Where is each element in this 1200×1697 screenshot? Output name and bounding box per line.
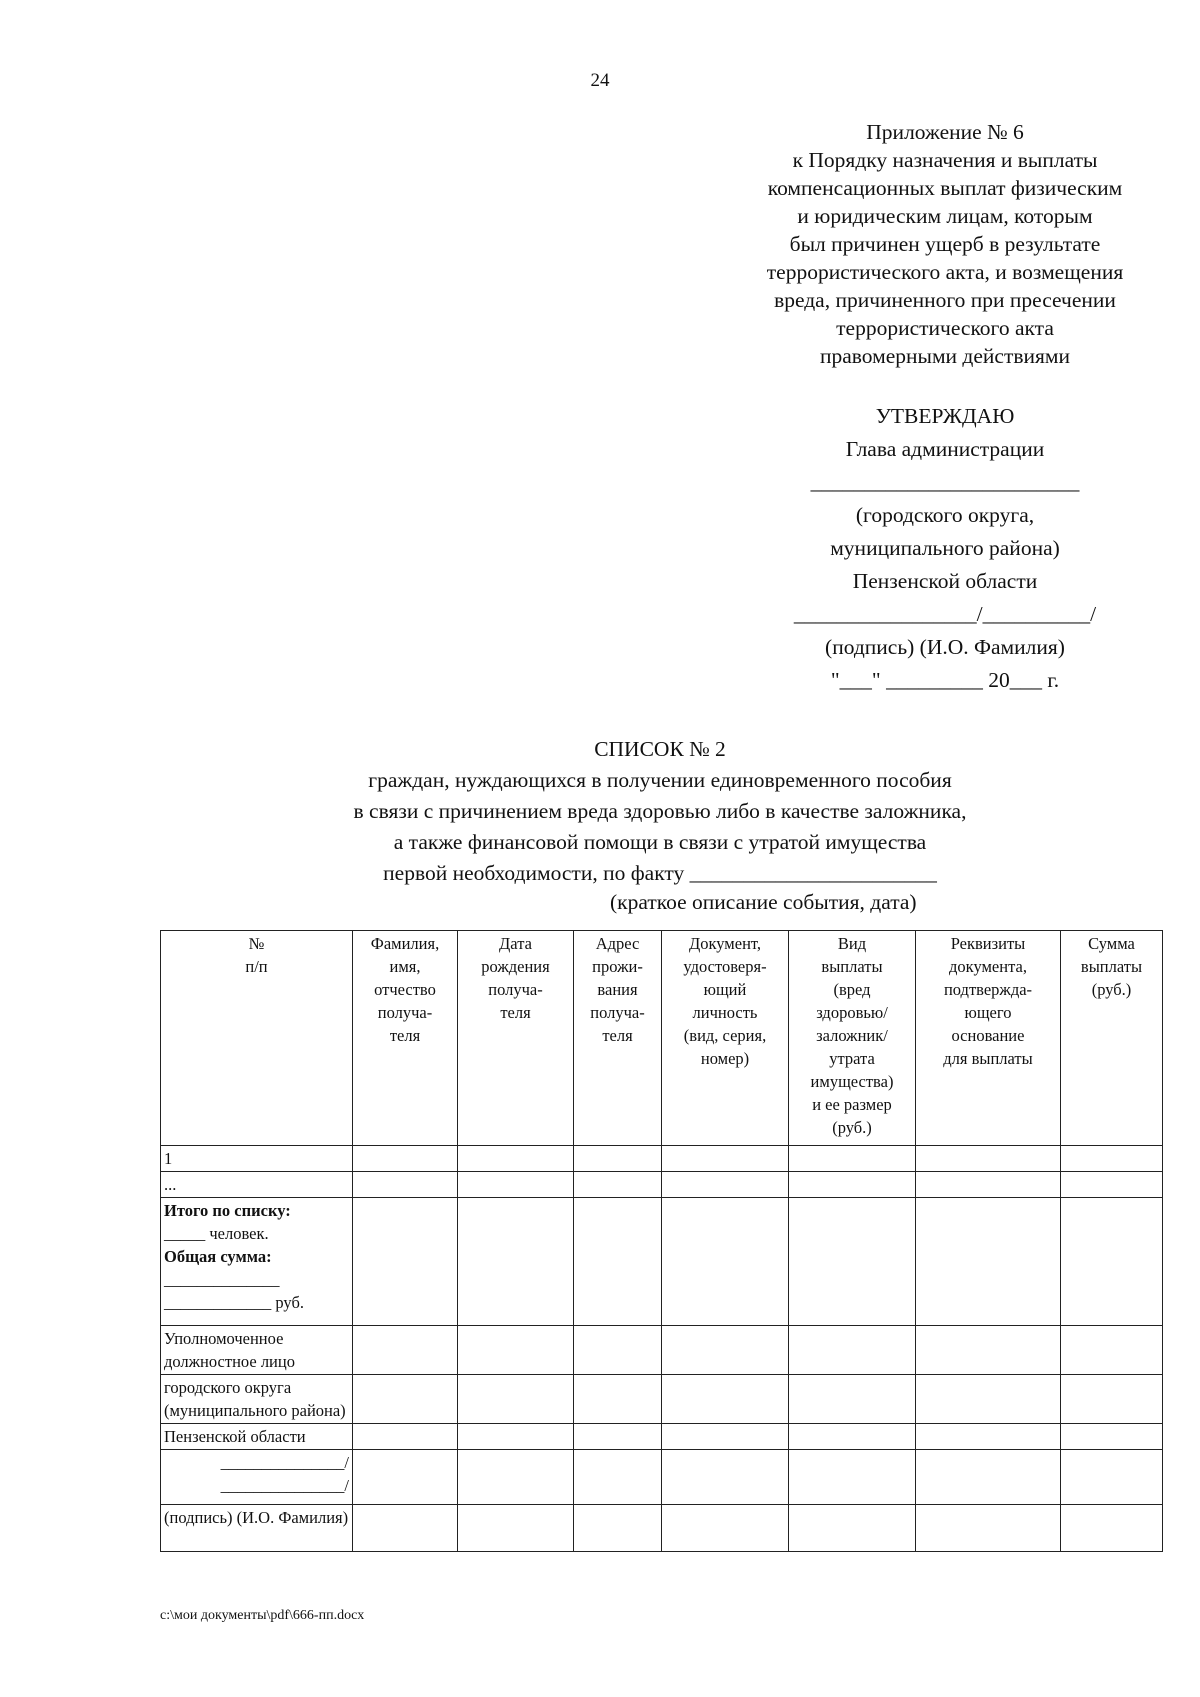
- signature-cell: [161, 1450, 353, 1505]
- official-cell: Уполномоченное должностное лицо: [161, 1326, 353, 1375]
- appendix-line: правомерными действиями: [819, 344, 1071, 368]
- appendix-line: террористического акта, и возмещения: [766, 260, 1124, 284]
- signature-row: [161, 1450, 1163, 1505]
- row-number-cell: ...: [161, 1172, 353, 1198]
- list-subtitle-line: первой необходимости, по факту _______________________: [383, 861, 937, 885]
- official-row: [161, 1326, 1163, 1375]
- official-cell: городского округа (муниципального района): [161, 1375, 353, 1424]
- header-id-document: Документ, удостоверя- ющий личность (вид, серия, номер): [662, 931, 789, 1146]
- totals-label: Итого по списку:: [164, 1201, 291, 1220]
- totals-cell: [161, 1198, 353, 1326]
- appendix-line: террористического акта: [836, 316, 1054, 340]
- approve-blank-line: _________________________: [810, 470, 1080, 494]
- header-address: Адрес прожи- вания получа- теля: [574, 931, 662, 1146]
- header-document-details: Реквизиты документа, подтвержда- ющего основание для выплаты: [916, 931, 1061, 1146]
- signature-caption-row: [161, 1505, 1163, 1552]
- event-caption: (краткое описание события, дата): [610, 890, 917, 914]
- totals-sum-line: ______________: [164, 1270, 280, 1289]
- totals-sum-label: Общая сумма:: [164, 1247, 272, 1266]
- official-row: [161, 1375, 1163, 1424]
- totals-people: _____ человек.: [164, 1224, 269, 1243]
- table-row: [161, 1172, 1163, 1198]
- approve-region: Пензенской области: [852, 569, 1038, 593]
- appendix-line: компенсационных выплат физическим: [767, 176, 1123, 200]
- header-name: Фамилия, имя, отчество получа- теля: [353, 931, 458, 1146]
- approve-title: УТВЕРЖДАЮ: [875, 404, 1015, 428]
- appendix-line: и юридическим лицам, которым: [797, 204, 1093, 228]
- header-birth-date: Дата рождения получа- теля: [458, 931, 574, 1146]
- page-number: 24: [590, 70, 610, 91]
- signature-caption-cell: (подпись) (И.О. Фамилия): [161, 1505, 353, 1552]
- approve-district-1: (городского округа,: [855, 503, 1035, 527]
- recipients-table: [160, 930, 1163, 1552]
- table-row: [161, 1146, 1163, 1172]
- appendix-block: [700, 118, 1190, 370]
- signature-line: _______________/: [220, 1476, 349, 1495]
- official-cell: Пензенской области: [161, 1424, 353, 1450]
- list-title-block: [0, 734, 1200, 889]
- header-payment-type: Вид выплаты (вред здоровью/ заложник/ утрата имущества) и ее размер (руб.): [789, 931, 916, 1146]
- appendix-line: Приложение № 6: [866, 120, 1024, 144]
- approve-head: Глава администрации: [845, 437, 1045, 461]
- file-path: c:\мои документы\pdf\666-пп.docx: [160, 1608, 365, 1623]
- totals-row: [161, 1198, 1163, 1326]
- list-subtitle-line: а также финансовой помощи в связи с утратой имущества: [393, 830, 927, 854]
- approve-signature-caption: (подпись) (И.О. Фамилия): [825, 635, 1065, 659]
- appendix-line: был причинен ущерб в результате: [789, 232, 1101, 256]
- official-row: [161, 1424, 1163, 1450]
- approve-district-2: муниципального района): [830, 536, 1060, 560]
- header-number: № п/п: [161, 931, 353, 1146]
- appendix-line: к Порядку назначения и выплаты: [792, 148, 1098, 172]
- appendix-line: вреда, причиненного при пресечении: [774, 288, 1116, 312]
- signature-line: _______________/: [220, 1453, 349, 1472]
- approval-block: [700, 400, 1190, 697]
- header-amount: Сумма выплаты (руб.): [1061, 931, 1163, 1146]
- row-number-cell: 1: [161, 1146, 353, 1172]
- table-header-row: [161, 931, 1163, 1146]
- approve-date-line: "___" _________ 20___ г.: [830, 668, 1060, 692]
- list-subtitle-line: граждан, нуждающихся в получении единовременного пособия: [368, 768, 952, 792]
- totals-rub: _____________ руб.: [164, 1293, 304, 1312]
- list-title: СПИСОК № 2: [594, 737, 726, 761]
- list-subtitle-line: в связи с причинением вреда здоровью либо в качестве заложника,: [353, 799, 967, 823]
- approve-signature-line: _________________/__________/: [793, 602, 1097, 626]
